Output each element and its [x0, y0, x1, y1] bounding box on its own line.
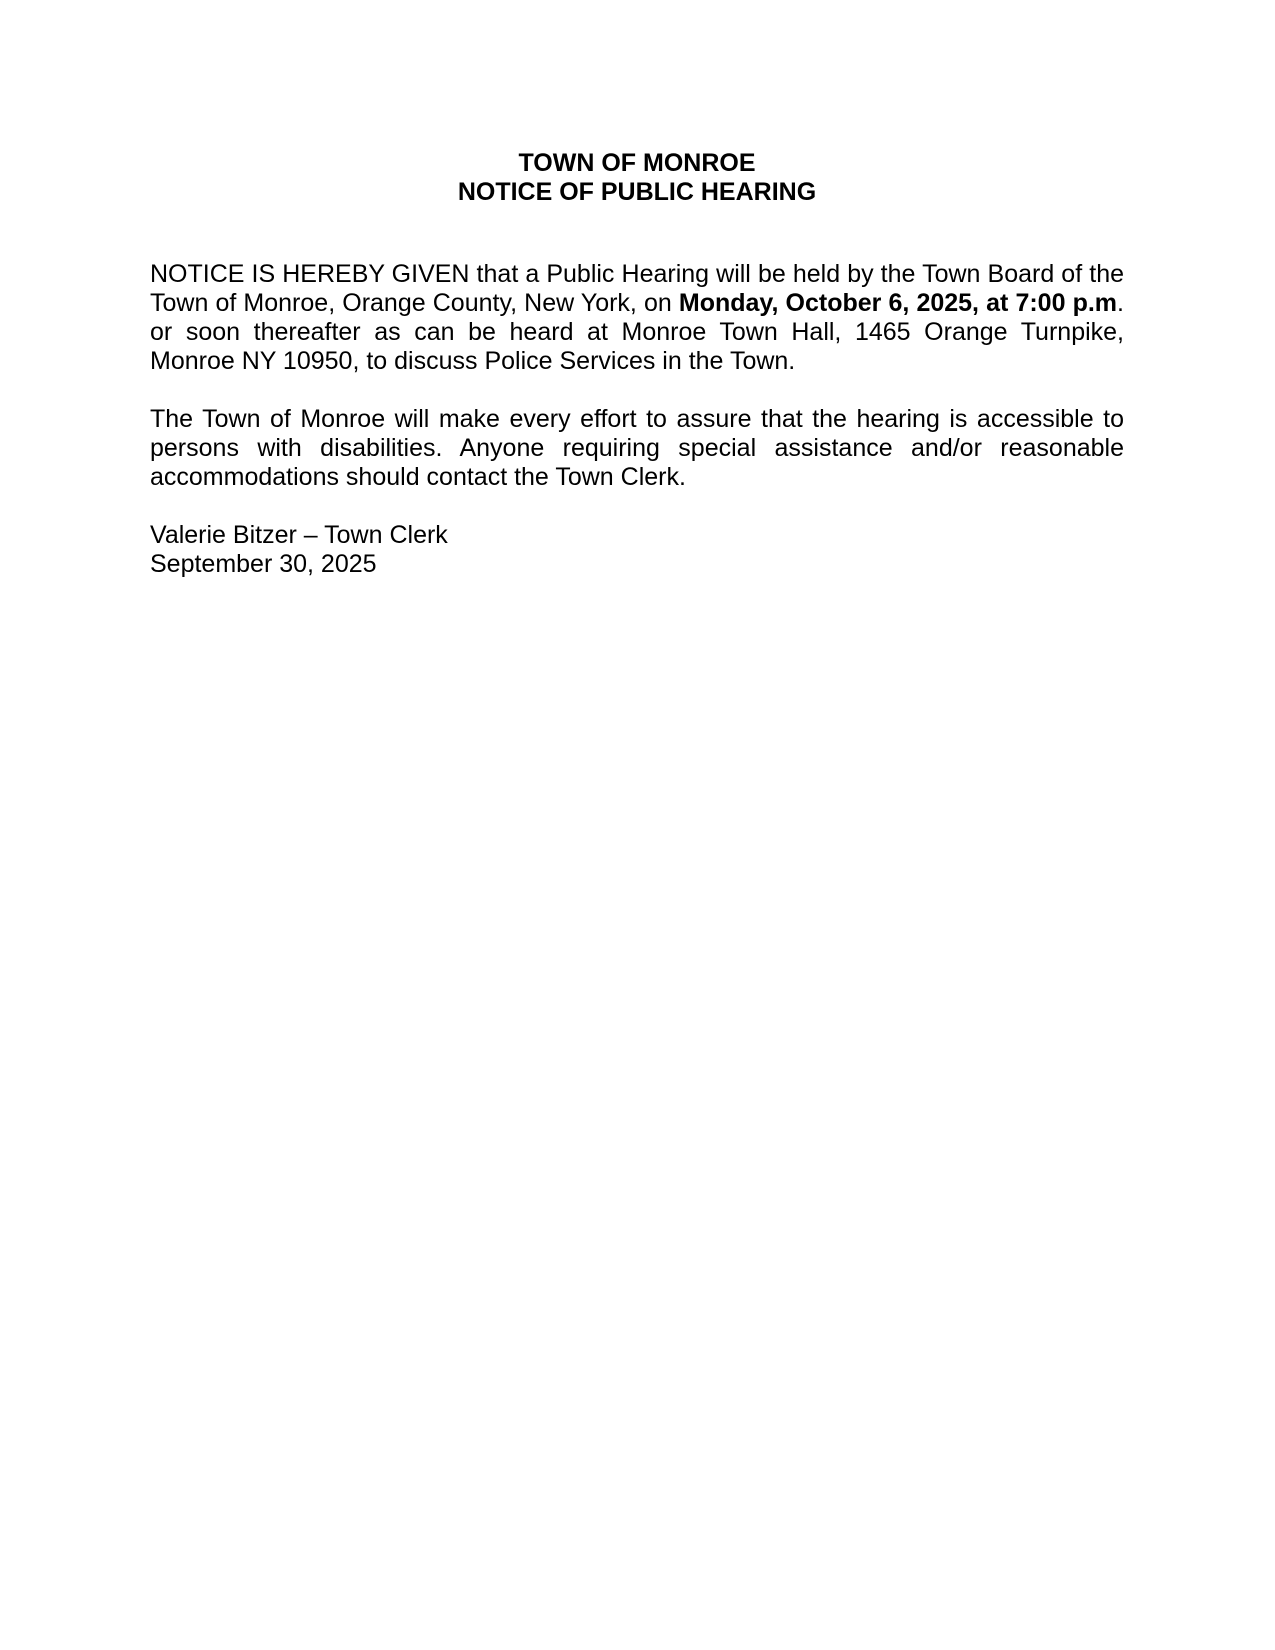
hearing-notice-text-after: . or soon thereafter as can be heard at Monroe Town Hall, 1465 Orange Turnpike, Monroe NY 10950, to discuss Police Services in the Town. [150, 289, 1124, 375]
hearing-datetime-bold: Monday, October 6, 2025, at 7:00 p.m [678, 289, 1118, 317]
hearing-notice-text-before: NOTICE IS HEREBY GIVEN that a Public Hearing will be held by the Town Board of the Town of Monroe, Orange County, New York, on [150, 260, 1124, 317]
paragraph-accessibility: The Town of Monroe will make every effort to assure that the hearing is accessible to persons with disabilities. Anyone requiring special assistance and/or reasonable accommodations should contact the Town Clerk. [150, 405, 1124, 491]
title-line-town: TOWN OF MONROE [518, 149, 756, 177]
document-title [150, 149, 1124, 207]
signature-block [150, 521, 1124, 579]
notice-document [150, 149, 1124, 579]
paragraph-hearing-notice [150, 260, 1124, 376]
signature-name-line: Valerie Bitzer – Town Clerk [150, 521, 448, 549]
title-line-notice: NOTICE OF PUBLIC HEARING [457, 178, 817, 206]
signature-date-line: September 30, 2025 [150, 550, 377, 578]
